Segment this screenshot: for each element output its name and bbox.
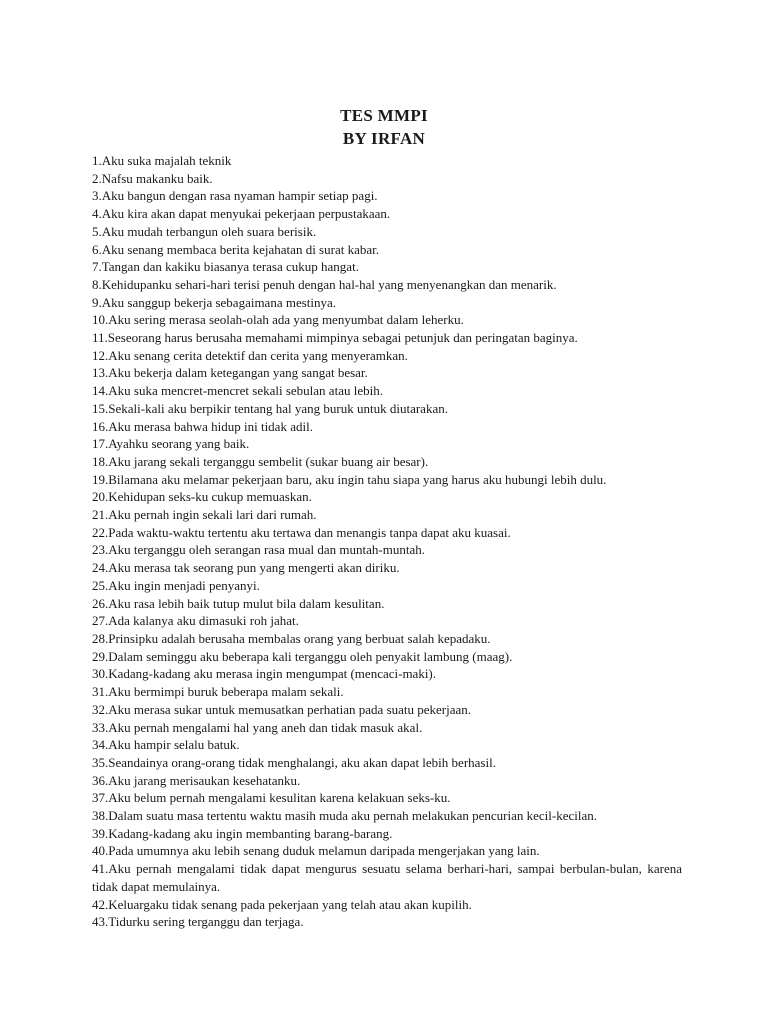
question-item: 17.Ayahku seorang yang baik. <box>92 436 250 452</box>
question-item: 25.Aku ingin menjadi penyanyi. <box>92 577 260 593</box>
question-item: 1.Aku suka majalah teknik <box>92 153 232 168</box>
question-item: 27.Ada kalanya aku dimasuki roh jahat. <box>92 613 299 629</box>
question-item: 34.Aku hampir selalu batuk. <box>92 737 240 753</box>
question-item: 5.Aku mudah terbangun oleh suara berisik. <box>92 223 317 239</box>
page-title: TES MMPI <box>340 106 428 125</box>
question-item: 40.Pada umumnya aku lebih senang duduk melamun daripada mengerjakan yang lain. <box>92 843 540 859</box>
question-item: 36.Aku jarang merisaukan kesehatanku. <box>92 772 301 788</box>
question-list <box>92 152 682 931</box>
question-item: 19.Bilamana aku melamar pekerjaan baru, aku ingin tahu siapa yang harus aku hubungi lebih dulu. <box>92 471 607 487</box>
question-item: 24.Aku merasa tak seorang pun yang mengerti akan diriku. <box>92 560 400 576</box>
page-subtitle: BY IRFAN <box>342 129 426 148</box>
question-item: 43.Tidurku sering terganggu dan terjaga. <box>92 914 304 930</box>
question-item: 12.Aku senang cerita detektif dan cerita yang menyeramkan. <box>92 347 408 363</box>
question-item: 7.Tangan dan kakiku biasanya terasa cukup hangat. <box>92 259 359 275</box>
question-item: 6.Aku senang membaca berita kejahatan di surat kabar. <box>92 241 379 257</box>
question-item: 14.Aku suka mencret-mencret sekali sebulan atau lebih. <box>92 383 383 399</box>
question-item: 20.Kehidupan seks-ku cukup memuaskan. <box>92 489 312 505</box>
question-item: 39.Kadang-kadang aku ingin membanting barang-barang. <box>92 825 393 841</box>
question-item: 23.Aku terganggu oleh serangan rasa mual dan muntah-muntah. <box>92 542 425 558</box>
question-item: 22.Pada waktu-waktu tertentu aku tertawa dan menangis tanpa dapat aku kuasai. <box>92 524 511 540</box>
question-item: 30.Kadang-kadang aku merasa ingin mengumpat (mencaci-maki). <box>92 666 437 682</box>
question-item: 32.Aku merasa sukar untuk memusatkan perhatian pada suatu pekerjaan. <box>92 701 472 717</box>
question-item: 10.Aku sering merasa seolah-olah ada yang menyumbat dalam leherku. <box>92 312 464 328</box>
question-item: 31.Aku bermimpi buruk beberapa malam sekali. <box>92 684 344 700</box>
question-item: 4.Aku kira akan dapat menyukai pekerjaan perpustakaan. <box>92 206 391 222</box>
question-item: 28.Prinsipku adalah berusaha membalas orang yang berbuat salah kepadaku. <box>92 630 491 646</box>
question-item: 2.Nafsu makanku baik. <box>92 170 213 186</box>
question-item: 29.Dalam seminggu aku beberapa kali terganggu oleh penyakit lambung (maag). <box>92 648 513 664</box>
question-item: 37.Aku belum pernah mengalami kesulitan karena kelakuan seks-ku. <box>92 790 451 806</box>
question-item: 26.Aku rasa lebih baik tutup mulut bila dalam kesulitan. <box>92 595 385 611</box>
question-item: 11.Seseorang harus berusaha memahami mimpinya sebagai petunjuk dan peringatan baginya. <box>92 330 578 346</box>
title-block <box>0 104 768 150</box>
question-item: 41.Aku pernah mengalami tidak dapat mengurus sesuatu selama berhari-hari, sampai berbulan-bulan, karena tidak dapat memulainya. <box>92 861 682 894</box>
question-item: 8.Kehidupanku sehari-hari terisi penuh dengan hal-hal yang menyenangkan dan menarik. <box>92 276 557 292</box>
question-item: 38.Dalam suatu masa tertentu waktu masih muda aku pernah melakukan pencurian kecil-kecilan. <box>92 808 598 824</box>
question-item: 21.Aku pernah ingin sekali lari dari rumah. <box>92 507 317 523</box>
question-item: 16.Aku merasa bahwa hidup ini tidak adil. <box>92 418 313 434</box>
question-item: 18.Aku jarang sekali terganggu sembelit (sukar buang air besar). <box>92 453 429 469</box>
question-item: 15.Sekali-kali aku berpikir tentang hal yang buruk untuk diutarakan. <box>92 400 448 416</box>
question-item: 35.Seandainya orang-orang tidak menghalangi, aku akan dapat lebih berhasil. <box>92 754 496 770</box>
question-item: 3.Aku bangun dengan rasa nyaman hampir setiap pagi. <box>92 188 378 204</box>
question-item: 13.Aku bekerja dalam ketegangan yang sangat besar. <box>92 365 368 381</box>
question-item: 42.Keluargaku tidak senang pada pekerjaan yang telah atau akan kupilih. <box>92 896 472 912</box>
question-item: 9.Aku sanggup bekerja sebagaimana mestinya. <box>92 294 337 310</box>
question-item: 33.Aku pernah mengalami hal yang aneh dan tidak masuk akal. <box>92 719 423 735</box>
